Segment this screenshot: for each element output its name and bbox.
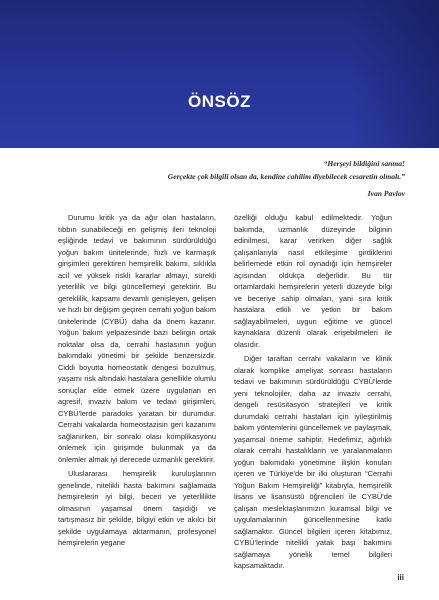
paragraph: Diğer taraftan cerrahi vakaların ve klinik olarak komplike ameliyat sonrası hastaların tedavi ve bakımının sürdürüldüğü CYBÜ'lerde yeni teknolojiler, daha az invaziv cerrahi, dengeli resüsitasyon stratejileri ve kritik durumdaki cerrahi hastaları için iyileştirilmiş bakım yöntemlerini güncellemek ve paylaşmak, yaşamsal öneme sahiptir. Hedefimiz, ağırlıklı olarak cerrahi hastalıkların ve yaralanmaların yoğun bakımdaki yönetimine ilişkin konuları içeren ve Türkiye'de bir ilki oluşturan “Cerrahi Yoğun Bakım Hemşireliği” kitabıyla, hemşirelik lisans ve lisansüstü öğrencileri ile CYBÜ'de çalışan meslektaşlarımızın kuramsal bilgi ve uygulamalarının güncellenmesine katkı sağlamaktır. Güncel bilgileri içeren kitabımız, CYBÜ'lerinde nitelikli yatak başı bakımını sağlamaya yönelik temel bilgileri kapsamaktadır.	[234, 354, 392, 570]
paragraph-continued: özelliği olduğu kabul edilmektedir. Yoğun bakımda, uzmanlık düzeyinde bilginin edinilmesi, karar verirken diğer sağlık çalışanlarıyla nasıl etkileşime girdiklerini belirlemede etkin rol oynadığı için hemşireler açısından oldukça değerlidir. Bu tür ortamlardaki hemşirelerin yeterli düzeyde bilgi ve beceriye sahip olmaları, yani sıra kritik hastalara etkili ve yetkin bir bakım sağlayabilmeleri, uygun eğitime ve güncel kaynaklara düzenli olarak erişebilmeleri ile olasıdır.	[234, 213, 392, 349]
epigraph-author: Ivan Pavlov	[367, 189, 405, 198]
header-band	[0, 0, 439, 148]
epigraph-line-2: Gerçekte çok bilgili olsan da, kendine cahilim diyebilecek cesaretin olmalı.”	[167, 171, 405, 181]
body-left-column	[58, 212, 216, 552]
epigraph-quote	[65, 158, 405, 201]
paragraph: Durumu kritik ya da ağır olan hastaların, tıbbın sunabileceği en gelişmiş ileri teknoloji eşliğinde tedavi ve bakımının sürdürüldüğü yoğun bakım ünitelerinde, hızlı ve karmaşık girişimleri gerektiren hemşirelik bakımı, sıklıkla acil ve yüksek riskli kararlar almayı, sürekli yeterlilik ve bilgi güncellemeyi gerektirir. Bu gereklilik, kapsamı devamlı genişleyen, gelişen ve hızlı bir değişim geçiren cerrahi yoğun bakım ünitelerinde (CYBÜ) daha da önem kazanır. Yoğun bakım yelpazesinde bazı belirgin ortak noktalar olsa da, cerrahi hastasının yoğun bakımdaki yönetimi bir şekilde benzersizdir. Ciddi boyutta homeostatik dengesi bozulmuş, yaşamı risk altındaki hastalara genellikle olumlu sonuçlar elde etmek üzere uygulanan en agresif, invaziv bakım ve tedavi girişimleri, CYBÜ'lerde paradoks yaratan bir durumdur. Cerrahi vakalarda homeostazisin geri kazanımı sağlanırken, bir sonraki olası komplikasyonu önlemek için girişimde bulunmak ya da önlemler almak iyi derecede uzmanlık gerektirir.	[58, 213, 216, 464]
body-right-column	[234, 212, 392, 575]
header-band-shade	[349, 0, 439, 148]
page-title: ÖNSÖZ	[188, 92, 251, 111]
epigraph-line-1: “Herşeyi bildiğini sanma!	[323, 159, 405, 168]
paragraph: Uluslararası hemşirelik kuruluşlarının genelinde, nitelikli hasta bakımını sağlamada hemşirelerin iyi bilgi, beceri ve yeterlilikte olmasının yaşamsal önem taşıdığı ve tartışmasız bir şekilde, bilgiyi etkin ve akılcı bir şekilde uygulamaya aktarmanın, profesyonel hemşirelerin yegane	[58, 469, 216, 547]
page-number: iii	[397, 573, 404, 582]
